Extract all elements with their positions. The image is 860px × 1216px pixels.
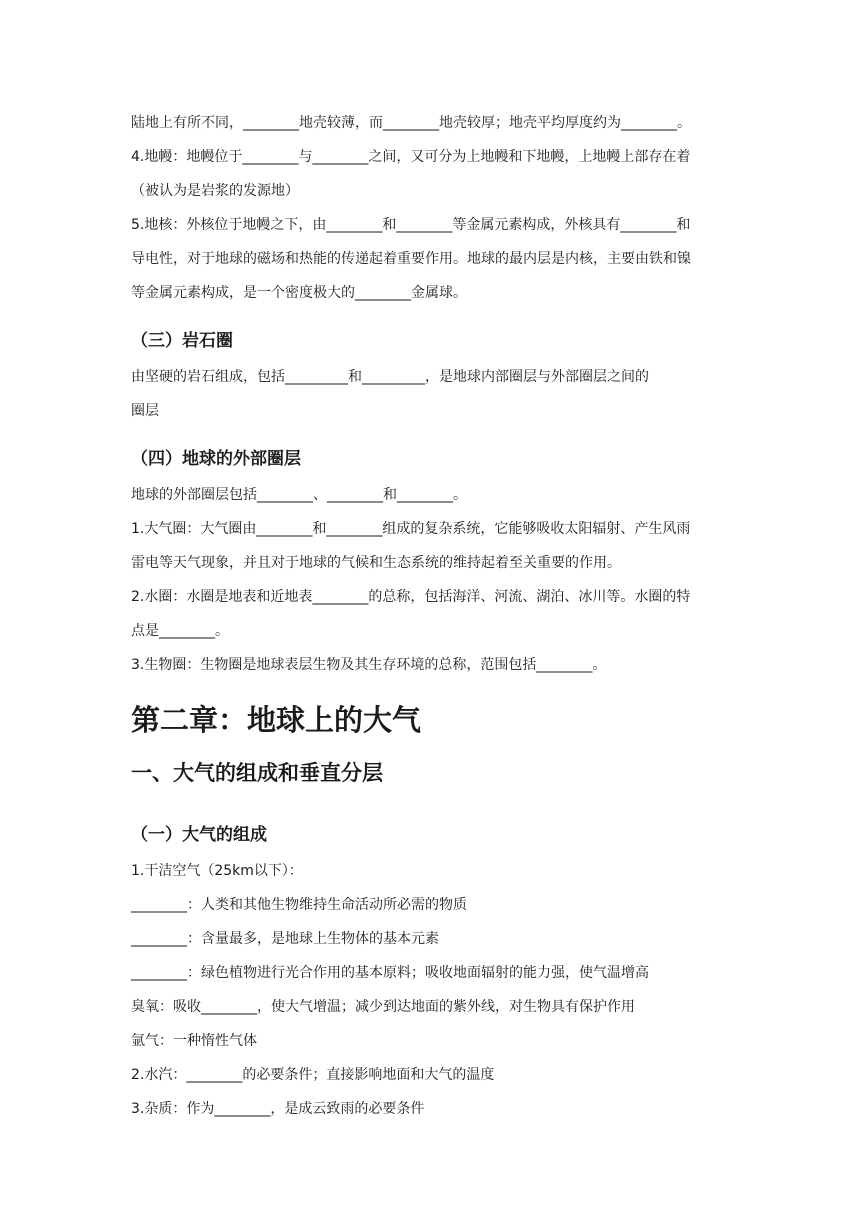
text-line: 雷电等天气现象，并且对于地球的气候和生态系统的维持起着至关重要的作用。 — [131, 555, 621, 571]
section-heading: 一、大气的组成和垂直分层 — [131, 761, 383, 785]
text-line: 3.杂质：作为________，是成云致雨的必要条件 — [131, 1101, 425, 1117]
text-line: 臭氧：吸收________，使大气增温；减少到达地面的紫外线，对生物具有保护作用 — [131, 999, 635, 1015]
text-line: 1.大气圈：大气圈由________和________组成的复杂系统，它能够吸收太阳辐射、产生风雨 — [131, 521, 691, 537]
text-line: 由坚硬的岩石组成，包括_________和_________，是地球内部圈层与外部圈层之间的 — [131, 369, 649, 385]
subsection-heading: （三）岩石圈 — [131, 331, 233, 351]
text-line: 3.生物圈：生物圈是地球表层生物及其生存环境的总称，范围包括________。 — [131, 657, 607, 673]
text-line: 地球的外部圈层包括________、________和________。 — [131, 487, 467, 503]
text-line: 5.地核：外核位于地幔之下，由________和________等金属元素构成，外核具有________和 — [131, 217, 691, 233]
text-line: 4.地幔：地幔位于________与________之间，又可分为上地幔和下地幔，上地幔上部存在着 — [131, 149, 691, 165]
text-line: 等金属元素构成，是一个密度极大的________金属球。 — [131, 285, 467, 301]
text-line: 点是________。 — [131, 623, 229, 639]
text-line: 导电性，对于地球的磁场和热能的传递起着重要作用。地球的最内层是内核，主要由铁和镍 — [131, 251, 691, 267]
text-line: 1.干洁空气（25km以下）： — [131, 863, 303, 879]
text-line: ________：人类和其他生物维持生命活动所必需的物质 — [131, 897, 467, 913]
text-line: ________：绿色植物进行光合作用的基本原料；吸收地面辐射的能力强，使气温增高 — [131, 965, 649, 981]
text-line: 2.水圈：水圈是地表和近地表________的总称，包括海洋、河流、湖泊、冰川等。水圈的特 — [131, 589, 691, 605]
text-line: 2.水汽：________的必要条件；直接影响地面和大气的温度 — [131, 1067, 495, 1083]
text-line: 圈层 — [131, 403, 159, 419]
subsection-heading: （一）大气的组成 — [131, 825, 267, 845]
subsection-heading: （四）地球的外部圈层 — [131, 449, 301, 469]
text-line: ________：含量最多，是地球上生物体的基本元素 — [131, 931, 439, 947]
text-line: 陆地上有所不同，________地壳较薄，而________地壳较厚；地壳平均厚度约为________。 — [131, 115, 691, 131]
document-page — [131, 106, 729, 1126]
text-line: 氩气：一种惰性气体 — [131, 1033, 257, 1049]
chapter-title: 第二章：地球上的大气 — [131, 703, 422, 737]
text-line: （被认为是岩浆的发源地） — [131, 183, 299, 199]
